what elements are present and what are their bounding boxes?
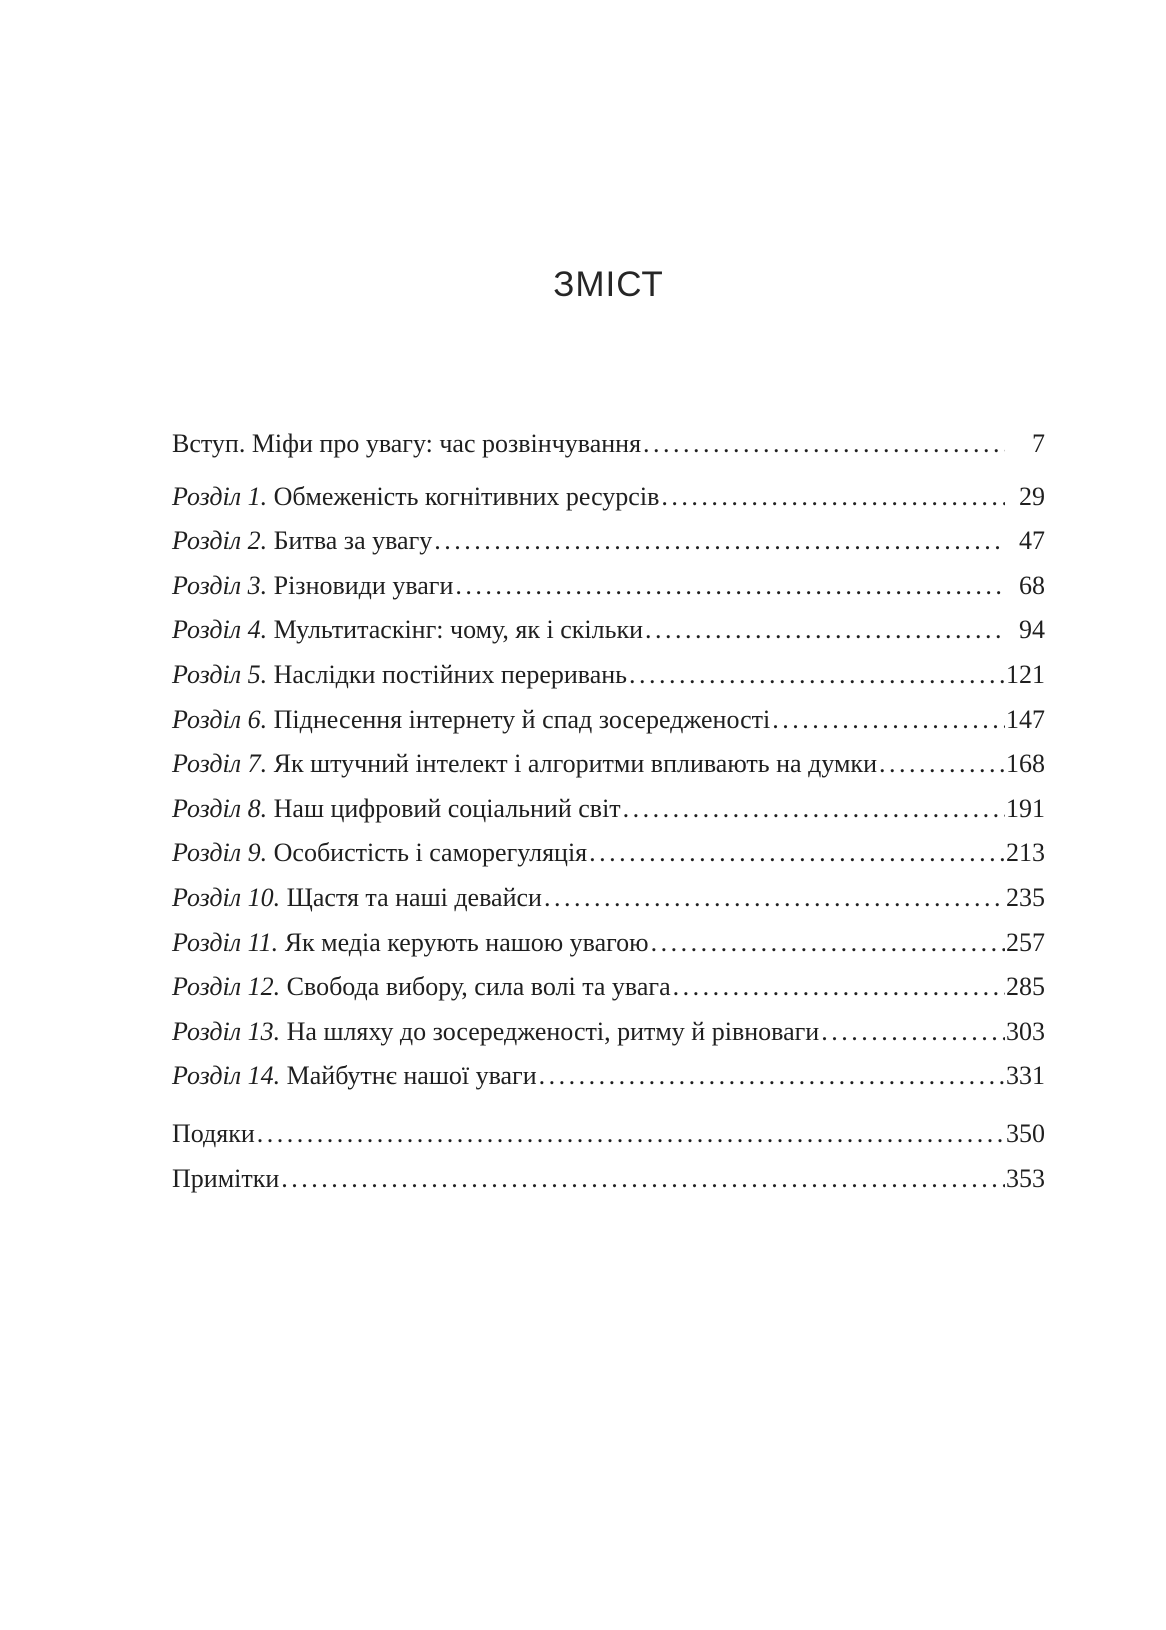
dot-leader	[627, 653, 1005, 698]
toc-entry-label	[172, 698, 770, 743]
toc-entry	[172, 1157, 1045, 1202]
toc-entry-prefix: Розділ 5.	[172, 659, 268, 689]
toc-entry-prefix: Розділ 12.	[172, 972, 281, 1002]
dot-leader	[542, 876, 1005, 921]
toc-entry-prefix: Розділ 2.	[172, 526, 268, 556]
toc-entry-prefix: Розділ 9.	[172, 838, 268, 868]
toc-entry-title: Примітки	[172, 1163, 280, 1193]
toc-entry-page: 94	[1019, 615, 1045, 645]
toc-entry-title: Різновиди уваги	[267, 570, 454, 600]
toc-entry	[172, 422, 1045, 467]
toc-entry-prefix: Розділ 13.	[172, 1016, 281, 1046]
toc-entry	[172, 608, 1045, 653]
dot-leader	[659, 475, 1005, 520]
dot-leader	[819, 1010, 1005, 1055]
toc-entry-page: 191	[1006, 793, 1045, 823]
dot-leader	[641, 422, 1005, 467]
toc-entry-title: Обмеженість когнітивних ресурсів	[267, 481, 660, 511]
toc-entry-page: 285	[1006, 972, 1045, 1002]
toc-entry	[172, 1054, 1045, 1099]
dot-leader	[432, 519, 1005, 564]
toc-entry-page: 303	[1006, 1016, 1045, 1046]
toc-entry	[172, 921, 1045, 966]
toc-entry-label	[172, 475, 659, 520]
toc-entry-title: На шляху до зосередженості, ритму й рівноваги	[280, 1016, 820, 1046]
toc-entry-page: 68	[1019, 570, 1045, 600]
toc-entry-title: Свобода вибору, сила волі та увага	[280, 972, 671, 1002]
toc-entry-page: 331	[1006, 1061, 1045, 1091]
dot-leader	[643, 608, 1005, 653]
toc-entry-label	[172, 422, 641, 467]
toc-entry-title: Битва за увагу	[267, 526, 433, 556]
toc-entry-label	[172, 876, 542, 921]
toc-entry-page: 235	[1006, 882, 1045, 912]
dot-leader	[587, 831, 1005, 876]
toc-entry-page: 257	[1006, 927, 1045, 957]
dot-leader	[770, 698, 1005, 743]
toc-list	[172, 422, 1045, 1201]
toc-entry	[172, 1010, 1045, 1055]
dot-leader	[453, 564, 1005, 609]
toc-entry-title: Особистість і саморегуляція	[267, 838, 588, 868]
toc-entry-title: Подяки	[172, 1118, 255, 1148]
toc-entry-title: Як медіа керують нашою увагою	[278, 927, 649, 957]
toc-entry-label	[172, 519, 432, 564]
toc-entry-prefix: Розділ 4.	[172, 615, 268, 645]
toc-entry-prefix: Розділ 14.	[172, 1061, 281, 1091]
toc-entry-page: 350	[1006, 1118, 1045, 1148]
toc-entry-title: Вступ. Міфи про увагу: час розвінчування	[172, 429, 642, 458]
toc-entry-page: 47	[1019, 526, 1045, 556]
toc-entry-label	[172, 1157, 279, 1202]
toc-entry-label	[172, 965, 671, 1010]
toc-entry-page: 7	[1032, 429, 1045, 458]
dot-leader	[537, 1054, 1005, 1099]
toc-entry-page: 213	[1006, 838, 1045, 868]
dot-leader	[671, 965, 1005, 1010]
toc-entry	[172, 653, 1045, 698]
toc-entry-label	[172, 564, 453, 609]
toc-entry	[172, 1112, 1045, 1157]
toc-entry	[172, 831, 1045, 876]
toc-entry-prefix: Розділ 7.	[172, 749, 268, 779]
toc-entry-title: Піднесення інтернету й спад зосередженості	[267, 704, 771, 734]
toc-entry-prefix: Розділ 1.	[172, 481, 268, 511]
toc-entry-page: 147	[1006, 704, 1045, 734]
toc-entry	[172, 519, 1045, 564]
toc-entry	[172, 475, 1045, 520]
toc-entry-label	[172, 831, 587, 876]
toc-entry-title: Наш цифровий соціальний світ	[267, 793, 621, 823]
toc-entry-page: 29	[1019, 481, 1045, 511]
toc-entry-page: 353	[1006, 1163, 1045, 1193]
toc-entry-title: Щастя та наші девайси	[280, 882, 542, 912]
toc-entry-title: Наслідки постійних переривань	[267, 659, 628, 689]
dot-leader	[877, 742, 1005, 787]
toc-entry	[172, 965, 1045, 1010]
toc-entry-label	[172, 921, 649, 966]
toc-entry-page: 168	[1006, 749, 1045, 779]
dot-leader	[279, 1157, 1005, 1202]
toc-entry-label	[172, 787, 621, 832]
toc-entry-prefix: Розділ 8.	[172, 793, 268, 823]
toc-entry-label	[172, 742, 877, 787]
page-title: ЗМІСТ	[553, 265, 664, 304]
toc-entry-prefix: Розділ 3.	[172, 570, 268, 600]
toc-entry	[172, 564, 1045, 609]
toc-entry-label	[172, 1054, 537, 1099]
toc-entry-label	[172, 608, 643, 653]
toc-entry	[172, 787, 1045, 832]
toc-entry	[172, 876, 1045, 921]
dot-leader	[621, 787, 1005, 832]
toc-entry-label	[172, 653, 627, 698]
toc-entry-page: 121	[1006, 659, 1045, 689]
toc-entry	[172, 698, 1045, 743]
toc-entry-title: Мультитаскінг: чому, як і скільки	[267, 615, 644, 645]
toc-entry-title: Як штучний інтелект і алгоритми впливають на думки	[267, 749, 877, 779]
toc-entry	[172, 742, 1045, 787]
dot-leader	[649, 921, 1005, 966]
toc-entry-title: Майбутнє нашої уваги	[280, 1061, 537, 1091]
dot-leader	[255, 1112, 1005, 1157]
toc-entry-prefix: Розділ 6.	[172, 704, 268, 734]
toc-entry-label	[172, 1010, 819, 1055]
toc-entry-prefix: Розділ 11.	[172, 927, 279, 957]
toc-entry-label	[172, 1112, 255, 1157]
toc-entry-prefix: Розділ 10.	[172, 882, 281, 912]
